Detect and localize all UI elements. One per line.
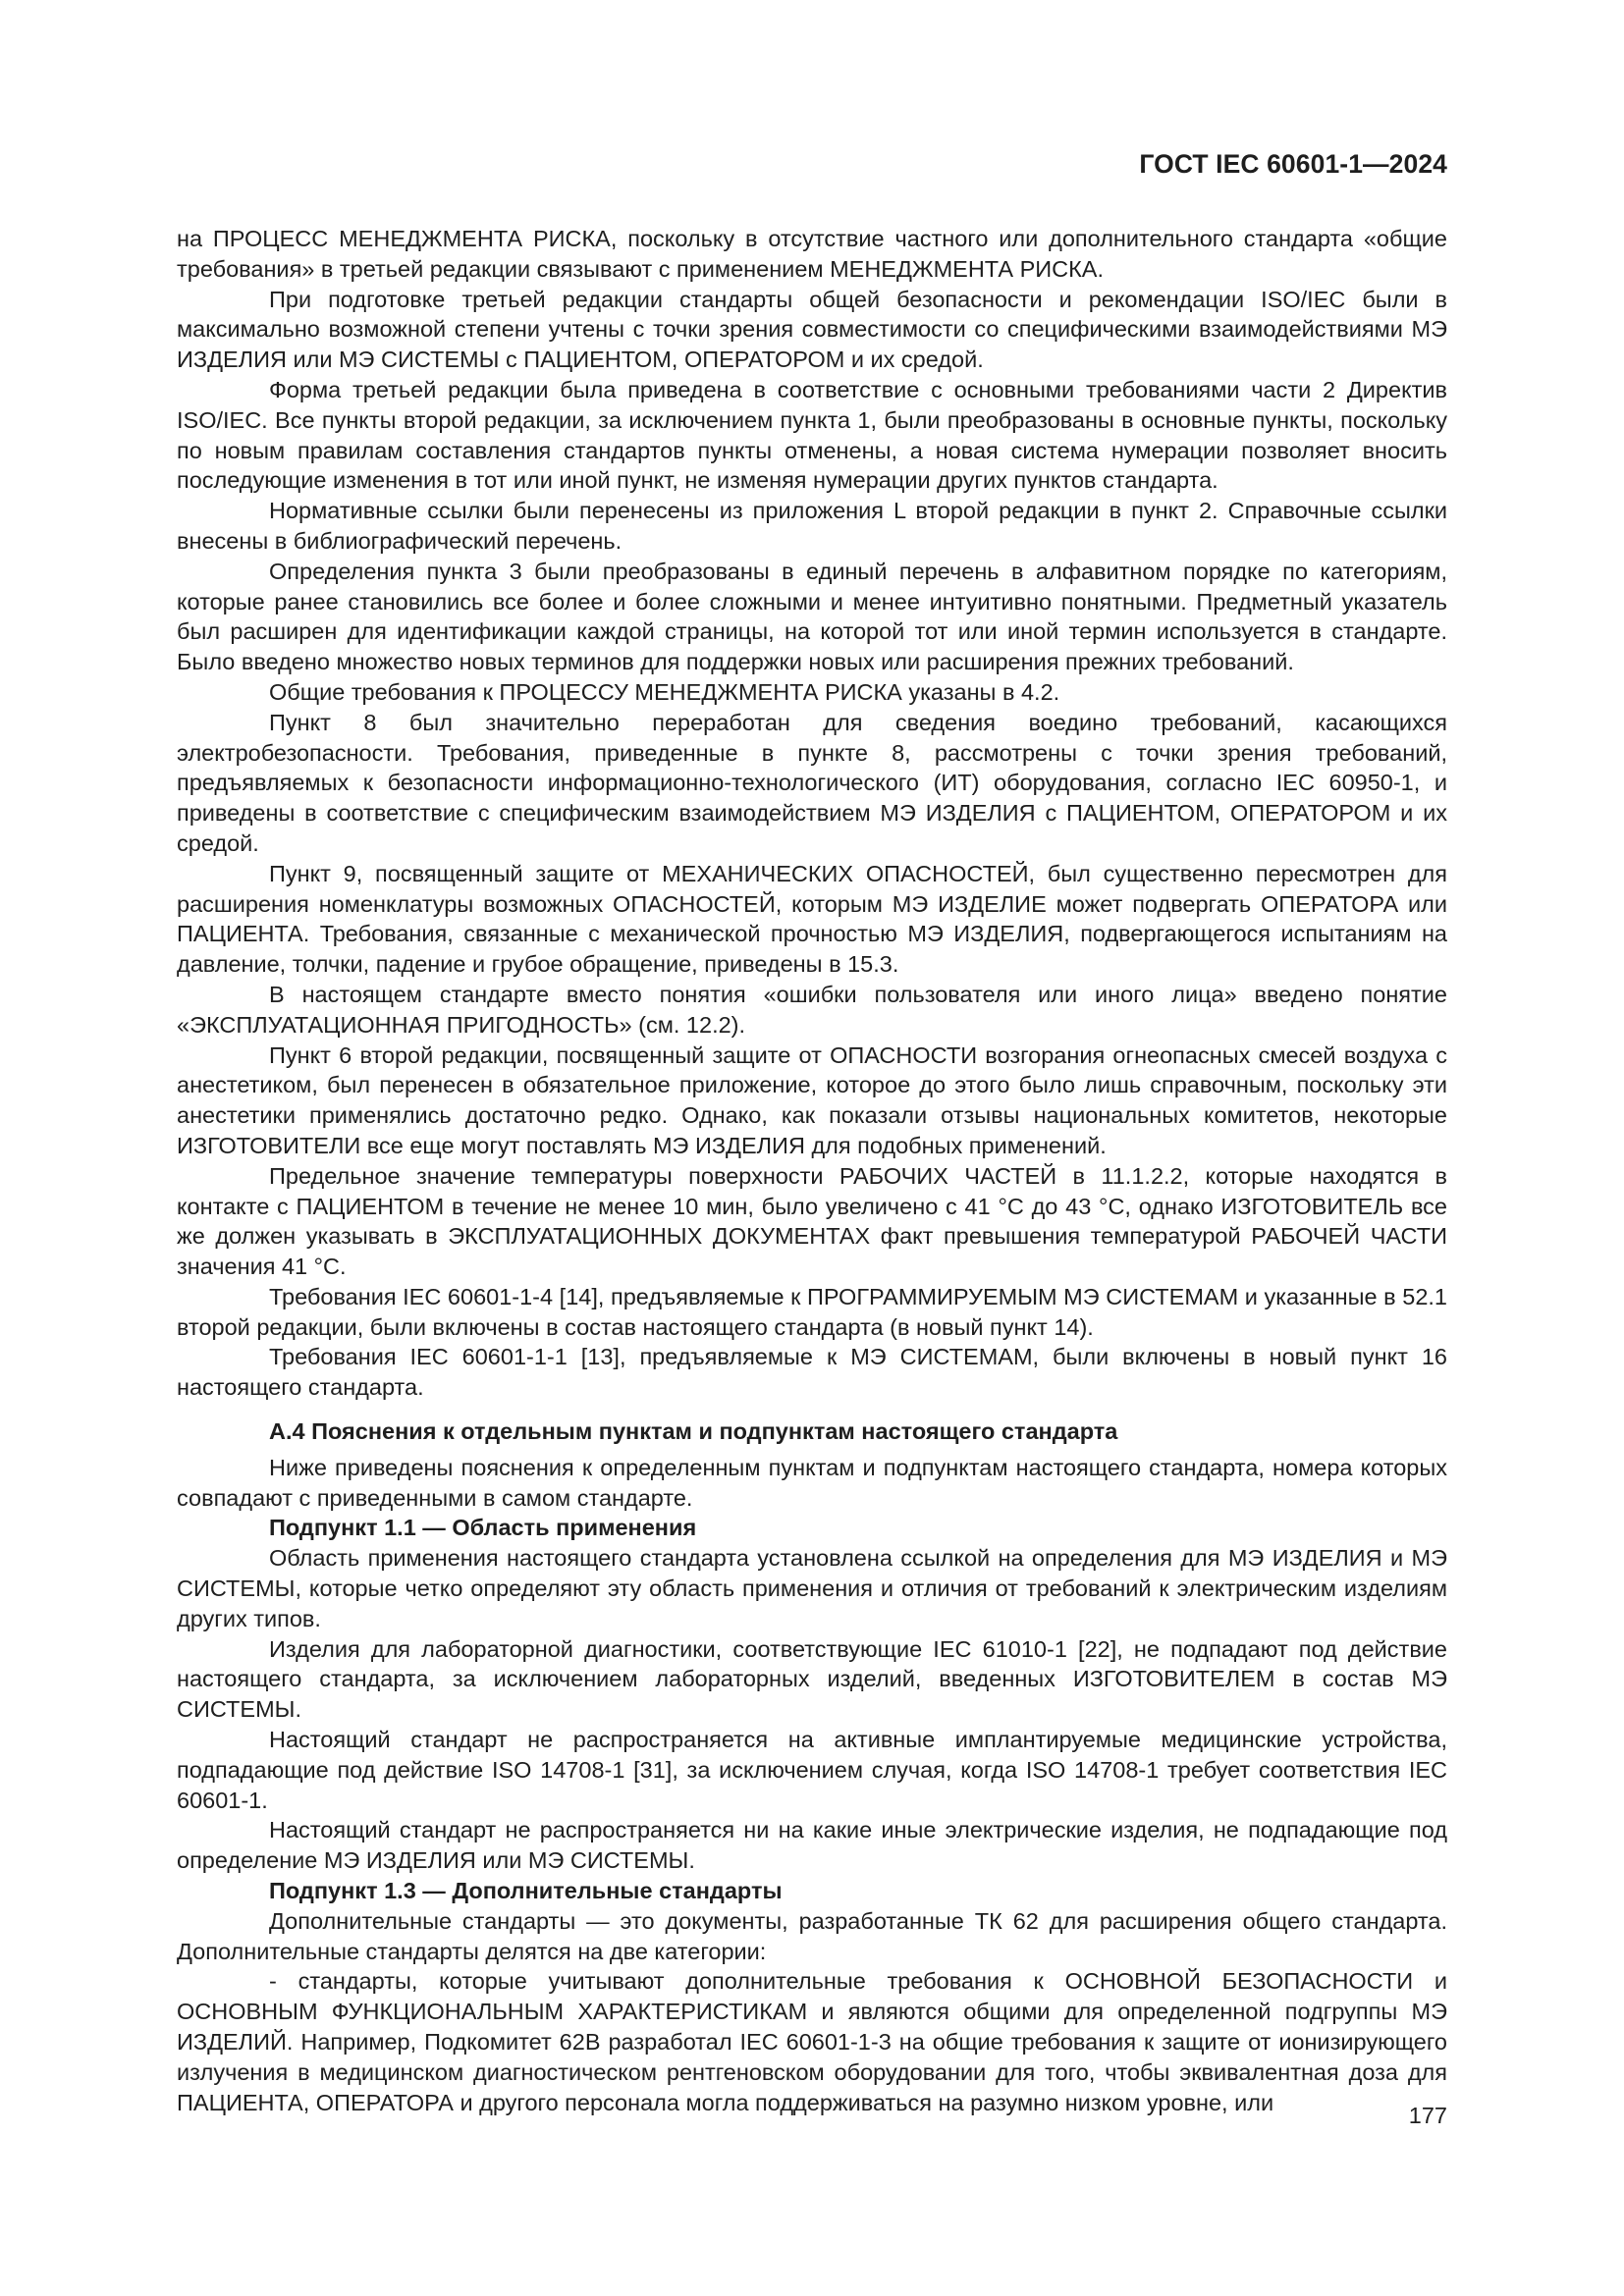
paragraph: Настоящий стандарт не распространяется ни на какие иные электрические изделия, не подпадающие под определение МЭ ИЗДЕЛИЯ или МЭ СИСТЕМЫ.: [177, 1817, 1447, 1874]
page-number: 177: [1408, 2103, 1447, 2128]
paragraph: Пункт 8 был значительно переработан для сведения воедино требований, касающихся электробезопасности. Требования, приведенные в пункте 8, рассмотрены с точки зрения требований, предъявляемых к безопасности информационно-технологического (ИТ) оборудования, согласно IEC 60950-1, и приведены в соответствие с специфическим взаимодействием МЭ ИЗДЕЛИЯ с ПАЦИЕНТОМ, ОПЕРАТОРОМ и их средой.: [177, 709, 1447, 856]
paragraph: Изделия для лабораторной диагностики, соответствующие IEC 61010-1 [22], не подпадают под действие настоящего стандарта, за исключением лабораторных изделий, введенных ИЗГОТОВИТЕЛЕМ в состав МЭ СИСТЕМЫ.: [177, 1635, 1447, 1723]
paragraph: Нормативные ссылки были перенесены из приложения L второй редакции в пункт 2. Справочные ссылки внесены в библиографический перечень.: [177, 498, 1447, 554]
paragraph: Пункт 9, посвященный защите от МЕХАНИЧЕСКИХ ОПАСНОСТЕЙ, был существенно пересмотрен для расширения номенклатуры возможных ОПАСНОСТЕЙ, которым МЭ ИЗДЕЛИЕ может подвергать ОПЕРАТОРА или ПАЦИЕНТА. Требования, связанные с механической прочностью МЭ ИЗДЕЛИЯ, подвергающегося испытаниям на давление, толчки, падение и грубое обращение, приведены в 15.3.: [177, 860, 1447, 978]
paragraph: Требования IEC 60601-1-4 [14], предъявляемые к ПРОГРАММИРУЕМЫМ МЭ СИСТЕМАМ и указанные в 52.1 второй редакции, были включены в состав настоящего стандарта (в новый пункт 14).: [177, 1283, 1447, 1340]
paragraph: В настоящем стандарте вместо понятия «ошибки пользователя или иного лица» введено понятие «ЭКСПЛУАТАЦИОННАЯ ПРИГОДНОСТЬ» (см. 12.2).: [177, 981, 1447, 1038]
paragraph: Ниже приведены пояснения к определенным пунктам и подпунктам настоящего стандарта, номера которых совпадают с приведенными в самом стандарте.: [177, 1454, 1447, 1511]
standard-designation: ГОСТ IEC 60601-1—2024: [1139, 149, 1447, 179]
paragraph: Общие требования к ПРОЦЕССУ МЕНЕДЖМЕНТА РИСКА указаны в 4.2.: [269, 678, 1060, 705]
subclause-heading: Подпункт 1.3 — Дополнительные стандарты: [269, 1878, 783, 1904]
body-text: [177, 224, 1447, 2117]
paragraph: Настоящий стандарт не распространяется на активные имплантируемые медицинские устройства, подпадающие под действие ISO 14708-1 [31], за исключением случая, когда ISO 14708-1 требует соответствия IEC 60601-1.: [177, 1727, 1447, 1813]
paragraph: Определения пункта 3 были преобразованы в единый перечень в алфавитном порядке по категориям, которые ранее становились все более и более сложными и менее интуитивно понятными. Предметный указатель был расширен для идентификации каждой страницы, на которой тот или иной термин используется в стандарте. Было введено множество новых терминов для поддержки новых или расширения прежних требований.: [177, 558, 1447, 675]
paragraph: Форма третьей редакции была приведена в соответствие с основными требованиями части 2 Директив ISO/IEC. Все пункты второй редакции, за исключением пункта 1, были преобразованы в основные пункты, поскольку по новым правилам составления стандартов пункты отменены, а новая система нумерации позволяет вносить последующие изменения в тот или иной пункт, не изменяя нумерации других пунктов стандарта.: [177, 376, 1447, 494]
paragraph: - стандарты, которые учитывают дополнительные требования к ОСНОВНОЙ БЕЗОПАСНОСТИ и ОСНОВНЫМ ФУНКЦИОНАЛЬНЫМ ХАРАКТЕРИСТИКАМ и являются общими для определенной подгруппы МЭ ИЗДЕЛИЙ. Например, Подкомитет 62В разработал IEC 60601-1-3 на общие требования к защите от ионизирующего излучения в медицинском диагностическом рентгеновском оборудовании для того, чтобы эквивалентная доза для ПАЦИЕНТА, ОПЕРАТОРА и другого персонала могла поддерживаться на разумно низком уровне, или: [177, 1968, 1447, 2115]
paragraph: Область применения настоящего стандарта установлена ссылкой на определения для МЭ ИЗДЕЛИЯ и МЭ СИСТЕМЫ, которые четко определяют эту область применения и отличия от требований к электрическим изделиям других типов.: [177, 1545, 1447, 1631]
paragraph: Предельное значение температуры поверхности РАБОЧИХ ЧАСТЕЙ в 11.1.2.2, которые находятся в контакте с ПАЦИЕНТОМ в течение не менее 10 мин, было увеличено с 41 °С до 43 °С, однако ИЗГОТОВИТЕЛЬ все же должен указывать в ЭКСПЛУАТАЦИОННЫХ ДОКУМЕНТАХ факт превышения температурой РАБОЧЕЙ ЧАСТИ значения 41 °С.: [177, 1162, 1447, 1280]
subclause-heading: Подпункт 1.1 — Область применения: [269, 1515, 697, 1541]
section-heading: А.4 Пояснения к отдельным пунктам и подпунктам настоящего стандарта: [269, 1418, 1118, 1445]
paragraph: При подготовке третьей редакции стандарты общей безопасности и рекомендации ISO/IEC были в максимально возможной степени учтены с точки зрения совместимости со специфическими взаимодействиями МЭ ИЗДЕЛИЯ или МЭ СИСТЕМЫ с ПАЦИЕНТОМ, ОПЕРАТОРОМ и их средой.: [177, 286, 1447, 373]
paragraph: Дополнительные стандарты — это документы, разработанные ТК 62 для расширения общего стандарта. Дополнительные стандарты делятся на две категории:: [177, 1907, 1447, 1964]
paragraph: Требования IEC 60601-1-1 [13], предъявляемые к МЭ СИСТЕМАМ, были включены в новый пункт 16 настоящего стандарта.: [177, 1344, 1447, 1401]
paragraph: на ПРОЦЕСС МЕНЕДЖМЕНТА РИСКА, поскольку в отсутствие частного или дополнительного стандарта «общие требования» в третьей редакции связывают с применением МЕНЕДЖМЕНТА РИСКА.: [177, 226, 1447, 282]
paragraph: Пункт 6 второй редакции, посвященный защите от ОПАСНОСТИ возгорания огнеопасных смесей воздуха с анестетиком, был перенесен в обязательное приложение, которое до этого было лишь справочным, поскольку эти анестетики применялись достаточно редко. Однако, как показали отзывы национальных комитетов, некоторые ИЗГОТОВИТЕЛИ все еще могут поставлять МЭ ИЗДЕЛИЯ для подобных применений.: [177, 1041, 1447, 1158]
